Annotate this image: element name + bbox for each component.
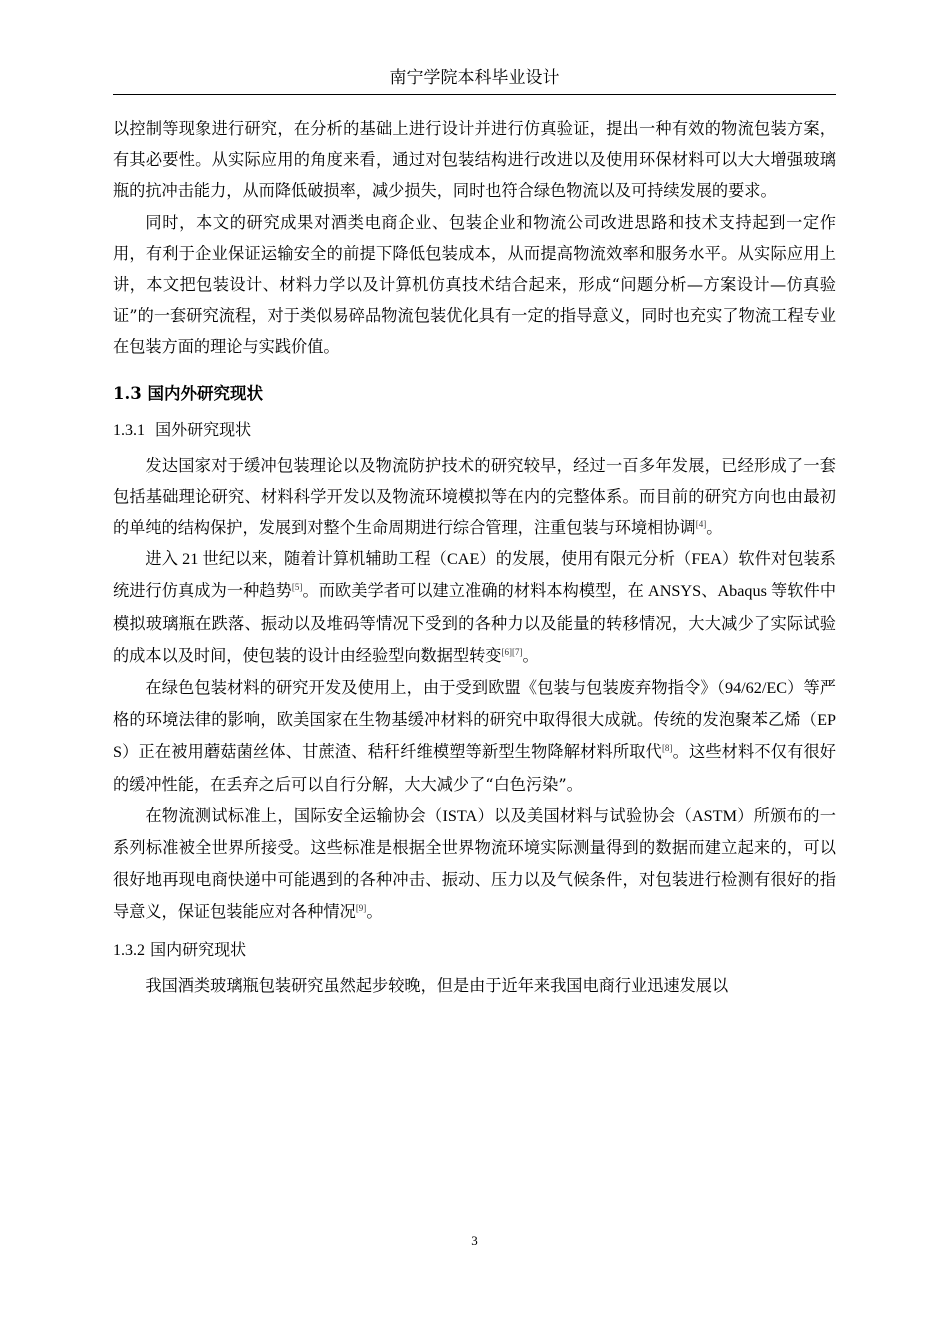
paragraph-text: 。而欧美学者可以建立准确的材料本构模型，在 ANSYS、Abaqus 等软件中模拟玻璃瓶在跌落、振动以及堆码等情况下受到的各种力以及能量的转移情况，大大减少了实际试验的成本以及时间，使包装的设计由经验型向数据型转变 bbox=[113, 582, 837, 665]
paragraph-foreign-research-4 bbox=[113, 800, 836, 929]
citation-ref: [5] bbox=[291, 582, 303, 593]
paragraph-domestic-research-1: 我国酒类玻璃瓶包装研究虽然起步较晚，但是由于近年来我国电商行业迅速发展以 bbox=[145, 975, 729, 995]
citation-ref: [9] bbox=[355, 903, 367, 914]
paragraph-text: 在物流测试标准上，国际安全运输协会（ISTA）以及美国材料与试验协会（ASTM）所颁布的一系列标准被全世界所接受。这些标准是根据全世界物流环境实际测量得到的数据而建立起来的，可以很好地再现电商快递中可能遇到的各种冲击、振动、压力以及气候条件，对包装进行检测有很好的指导意义，保证包装能应对各种情况 bbox=[113, 806, 836, 922]
running-header: 南宁学院本科毕业设计 bbox=[389, 68, 560, 88]
paragraph-foreign-research-1 bbox=[113, 450, 836, 544]
paragraph-continued: 以控制等现象进行研究，在分析的基础上进行设计并进行仿真验证，提出一种有效的物流包装方案，有其必要性。从实际应用的角度来看，通过对包装结构进行改进以及使用环保材料可以大大增强玻璃瓶的抗冲击能力，从而降低破损率，减少损失，同时也符合绿色物流以及可持续发展的要求。 bbox=[113, 119, 836, 201]
subsection-title: 国内研究现状 bbox=[150, 939, 247, 959]
paragraph-text: 在绿色包装材料的研究开发及使用上，由于受到欧盟《包装与包装废弃物指令》（94/62/EC）等严格的环境法律的影响，欧美国家在生物基缓冲材料的研究中取得很大成就。传统的发泡聚苯乙烯（EPS）正在被用蘑菇菌丝体、甘蔗渣、秸秆纤维模塑等新型生物降解材料所取代 bbox=[113, 679, 836, 762]
paragraph-significance: 同时，本文的研究成果对酒类电商企业、包装企业和物流公司改进思路和技术支持起到一定作用，有利于企业保证运输安全的前提下降低包装成本，从而提高物流效率和服务水平。从实际应用上讲，本文把包装设计、材料力学以及计算机仿真技术结合起来，形成“问题分析—方案设计—仿真验证”的一套研究流程，对于类似易碎品物流包装优化具有一定的指导意义，同时也充实了物流工程专业在包装方面的理论与实践价值。 bbox=[113, 212, 836, 357]
citation-ref: [8] bbox=[661, 743, 673, 754]
subsection-number: 1.3.2 bbox=[113, 941, 145, 959]
page-body bbox=[113, 113, 836, 1001]
paragraph-text: 。 bbox=[522, 645, 539, 665]
section-heading-1-3: 1.3 国内外研究现状 bbox=[113, 383, 263, 403]
header-rule bbox=[113, 94, 836, 95]
subsection-number: 1.3.1 bbox=[113, 421, 145, 439]
subsection-heading-1-3-1 bbox=[113, 415, 836, 446]
subsection-heading-1-3-2 bbox=[113, 935, 836, 966]
paragraph-text: 。 bbox=[366, 902, 383, 922]
subsection-title: 国外研究现状 bbox=[155, 419, 252, 439]
paragraph-foreign-research-2 bbox=[113, 543, 836, 672]
paragraph-text: 。这些材料不仅有很好的缓冲性能，在丢弃之后可以自行分解，大大减少了“白色污染”。 bbox=[113, 742, 836, 794]
paragraph-text: 。 bbox=[706, 518, 723, 538]
page-number: 3 bbox=[471, 1233, 478, 1248]
citation-ref: [4] bbox=[695, 519, 707, 530]
citation-ref: [6][7] bbox=[501, 646, 523, 657]
paragraph-text: 进入 21 世纪以来，随着计算机辅助工程（CAE）的发展，使用有限元分析（FEA）软件对包装系统进行仿真成为一种趋势 bbox=[113, 550, 836, 601]
paragraph-foreign-research-3 bbox=[113, 672, 836, 800]
paragraph-text: 发达国家对于缓冲包装理论以及物流防护技术的研究较早，经过一百多年发展，已经形成了一套包括基础理论研究、材料科学开发以及物流环境模拟等在内的完整体系。而目前的研究方向也由最初的单纯的结构保护，发展到对整个生命周期进行综合管理，注重包装与环境相协调 bbox=[113, 455, 836, 538]
